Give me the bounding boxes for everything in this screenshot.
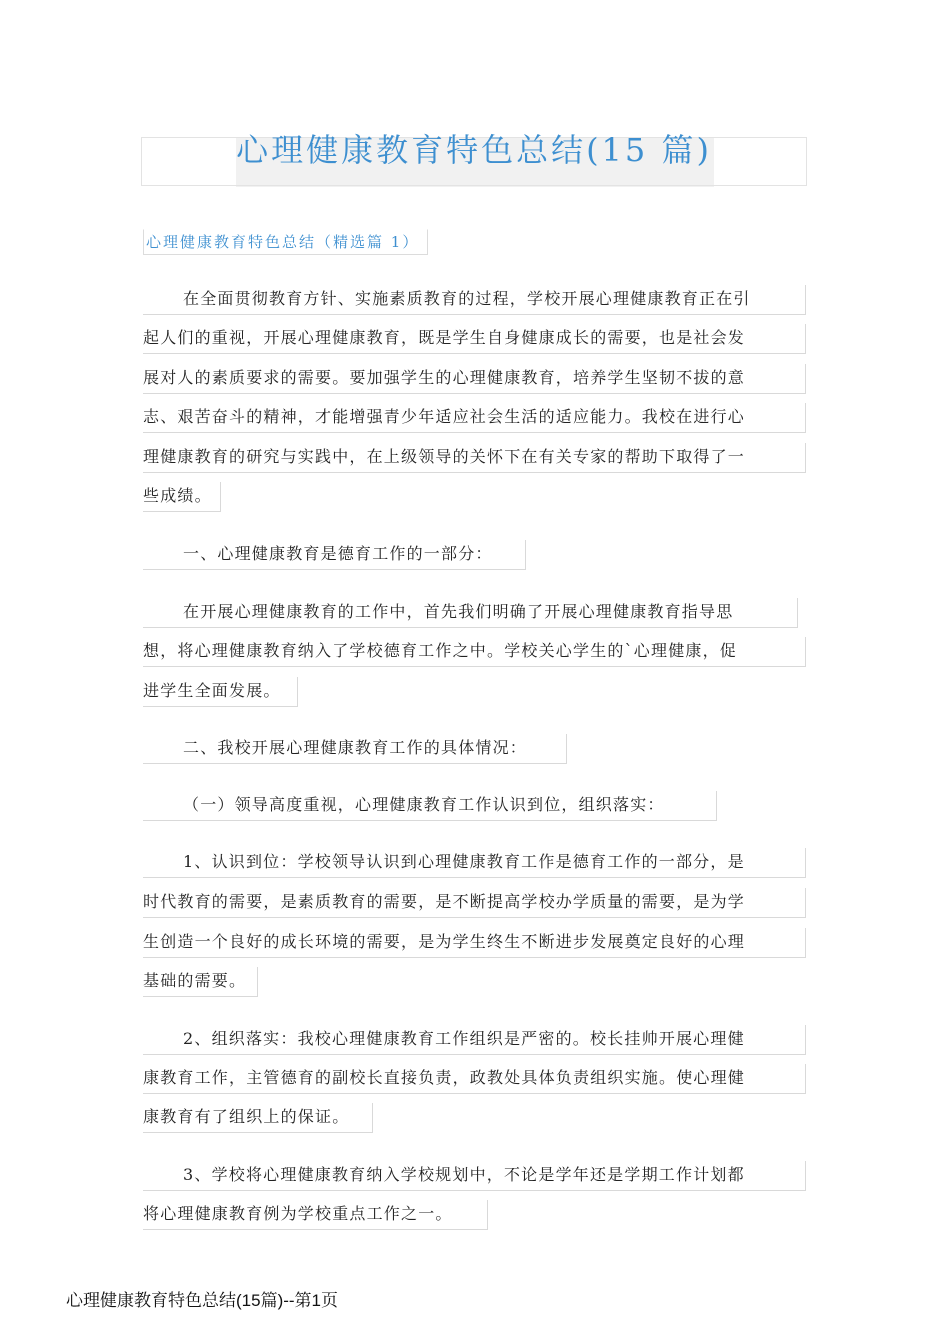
document-title: 心理健康教育特色总结(15 篇) bbox=[236, 131, 712, 169]
paragraph-line: 将心理健康教育例为学校重点工作之一。 bbox=[143, 1200, 488, 1230]
paragraph-line: 进学生全面发展。 bbox=[143, 677, 298, 707]
paragraph-line: 生创造一个良好的成长环境的需要，是为学生终生不断进步发展奠定良好的心理 bbox=[143, 928, 806, 958]
subheading-line: （一）领导高度重视，心理健康教育工作认识到位，组织落实： bbox=[143, 791, 717, 821]
paragraph-line: 在全面贯彻教育方针、实施素质教育的过程，学校开展心理健康教育正在引 bbox=[143, 285, 806, 315]
subheading-line: 一、心理健康教育是德育工作的一部分： bbox=[143, 540, 526, 570]
paragraph-line: 1、认识到位：学校领导认识到心理健康教育工作是德育工作的一部分，是 bbox=[143, 848, 806, 878]
section-heading: 心理健康教育特色总结（精选篇 1） bbox=[143, 229, 428, 255]
paragraph-line: 基础的需要。 bbox=[143, 967, 258, 997]
paragraph-line: 康教育工作，主管德育的副校长直接负责，政教处具体负责组织实施。使心理健 bbox=[143, 1064, 806, 1094]
paragraph-line: 些成绩。 bbox=[143, 482, 221, 512]
paragraph-line: 3、学校将心理健康教育纳入学校规划中，不论是学年还是学期工作计划都 bbox=[143, 1161, 806, 1191]
paragraph-line: 起人们的重视，开展心理健康教育，既是学生自身健康成长的需要，也是社会发 bbox=[143, 324, 806, 354]
paragraph-line: 理健康教育的研究与实践中，在上级领导的关怀下在有关专家的帮助下取得了一 bbox=[143, 443, 806, 473]
paragraph-line: 时代教育的需要，是素质教育的需要，是不断提高学校办学质量的需要，是为学 bbox=[143, 888, 806, 918]
page-footer: 心理健康教育特色总结(15篇)--第1页 bbox=[66, 1291, 339, 1310]
paragraph-line: 志、艰苦奋斗的精神，才能增强青少年适应社会生活的适应能力。我校在进行心 bbox=[143, 403, 806, 433]
paragraph-line: 康教育有了组织上的保证。 bbox=[143, 1103, 373, 1133]
subheading-line: 二、我校开展心理健康教育工作的具体情况： bbox=[143, 734, 567, 764]
paragraph-line: 展对人的素质要求的需要。要加强学生的心理健康教育，培养学生坚韧不拔的意 bbox=[143, 364, 806, 394]
paragraph-line: 2、组织落实：我校心理健康教育工作组织是严密的。校长挂帅开展心理健 bbox=[143, 1025, 806, 1055]
paragraph-line: 在开展心理健康教育的工作中，首先我们明确了开展心理健康教育指导思 bbox=[143, 598, 798, 628]
paragraph-line: 想，将心理健康教育纳入了学校德育工作之中。学校关心学生的`心理健康，促 bbox=[143, 637, 806, 667]
